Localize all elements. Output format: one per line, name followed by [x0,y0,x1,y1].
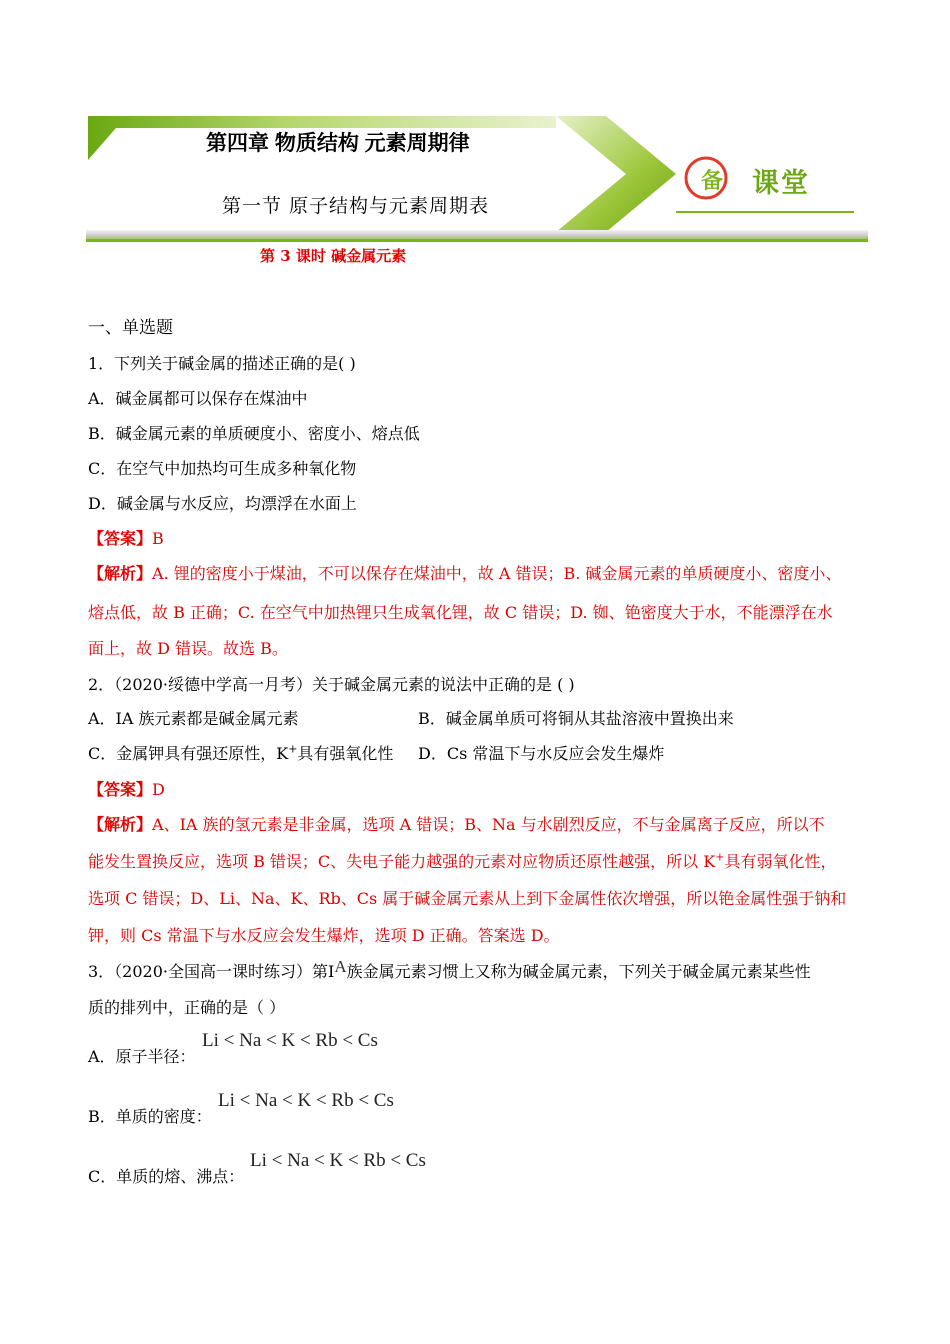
q2-option-b: B．碱金属单质可将铜从其盐溶液中置换出来 [418,709,734,728]
q1-option-c: C．在空气中加热均可生成多种氧化物 [88,459,357,478]
q2-option-c [88,744,393,764]
q2-option-d: D．Cs 常温下与水反应会发生爆炸 [418,744,665,763]
q1-analysis-line-2: 熔点低，故 B 正确；C. 在空气中加热锂只生成氧化锂，故 C 错误；D. 铷、铯密度大于水，不能漂浮在水 [88,603,833,622]
q3-stem-post: 族金属元素习惯上又称为碱金属元素，下列关于碱金属元素某些性 [346,962,811,981]
q3-stem-pre: 3．（2020·全国高一课时练习）第Ⅰ [88,962,335,981]
q2-analysis-line-1 [88,815,825,835]
q2-analysis-text-2-post: 具有弱氧化性， [724,852,837,871]
q2-answer-value: D [152,780,165,799]
q3-option-c-math: Li < Na < K < Rb < Cs [250,1150,426,1171]
q2-analysis-text-2-sup: + [715,850,725,864]
q1-analysis-line-3: 面上，故 D 错误。故选 B。 [88,639,288,658]
section-title: 第一节 原子结构与元素周期表 [222,195,490,217]
q3-stem-line-2: 质的排列中，正确的是（ ） [88,998,286,1017]
q3-option-a-math: Li < Na < K < Rb < Cs [202,1030,378,1051]
q2-option-c-post: 具有强氧化性 [297,744,394,763]
q2-answer-label: 【答案】 [88,780,153,799]
q1-option-a: A．碱金属都可以保存在煤油中 [88,389,308,408]
q1-option-d: D．碱金属与水反应，均漂浮在水面上 [88,494,357,513]
q3-option-b-math: Li < Na < K < Rb < Cs [218,1090,394,1111]
q2-analysis-line-2 [88,852,836,872]
q2-answer [88,780,165,800]
q2-option-c-sup: + [288,742,298,756]
lesson-title: 第 3 课时 碱金属元素 [260,247,407,265]
q2-analysis-text-2-pre: 能发生置换反应，选项 B 错误；C、失电子能力越强的元素对应物质还原性越强，所以 K [88,852,716,871]
q2-option-c-pre: C．金属钾具有强还原性，K [88,744,289,763]
q1-option-b: B．碱金属元素的单质硬度小、密度小、熔点低 [88,424,420,443]
q2-option-a: A．ⅠA 族元素都是碱金属元素 [88,709,299,728]
q1-analysis-label: 【解析】 [88,564,153,583]
q1-analysis-text-1: A. 锂的密度小于煤油，不可以保存在煤油中，故 A 错误；B. 碱金属元素的单质硬度小、密度小、 [152,564,842,583]
q1-answer [88,529,164,549]
q3-option-a-label: A．原子半径： [88,1047,196,1066]
logo-char: 备 [700,168,723,193]
q1-stem: 1．下列关于碱金属的描述正确的是( ) [88,354,356,373]
q2-stem: 2．（2020·绥德中学高一月考）关于碱金属元素的说法中正确的是 ( ) [88,675,575,694]
q1-answer-label: 【答案】 [88,529,153,548]
q3-stem-group-a: A [334,957,347,976]
q2-analysis-text-1: A、ⅠA 族的氢元素是非金属，选项 A 错误；B、Na 与水剧烈反应，不与金属离子反应，所以不 [152,815,825,834]
q3-option-c-label: C．单质的熔、沸点： [88,1167,245,1186]
chapter-title: 第四章 物质结构 元素周期律 [206,132,470,155]
q1-answer-value: B [152,529,164,548]
q2-analysis-label: 【解析】 [88,815,153,834]
q1-analysis-line-1 [88,564,841,584]
q3-stem-line-1 [88,957,811,982]
q2-analysis-line-4: 钾，则 Cs 常温下与水反应会发生爆炸，选项 D 正确。答案选 D。 [88,926,560,945]
q2-analysis-line-3: 选项 C 错误；D、Li、Na、K、Rb、Cs 属于碱金属元素从上到下金属性依次增强，所以铯金属性强于钠和 [88,889,847,908]
section-heading: 一、单选题 [88,318,173,338]
logo-text: 课堂 [752,168,810,198]
q3-option-b-label: B．单质的密度： [88,1107,212,1126]
